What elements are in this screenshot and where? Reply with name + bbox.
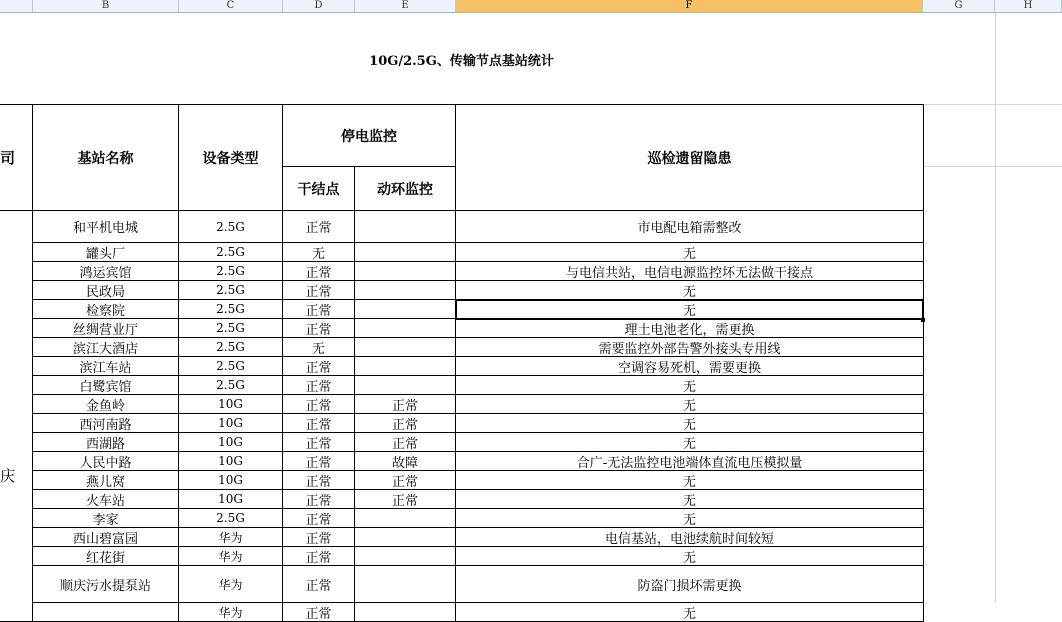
column-header-col-e[interactable]: E — [355, 0, 456, 12]
env-monitoring-cell[interactable] — [355, 509, 456, 528]
station-name-cell[interactable]: 滨江大酒店 — [33, 338, 179, 357]
dry-contact-cell[interactable]: 正常 — [283, 471, 355, 490]
station-name-cell[interactable]: 西湖路 — [33, 433, 179, 452]
dry-contact-cell[interactable]: 正常 — [283, 490, 355, 509]
region-partial[interactable]: 庆 — [0, 467, 16, 485]
station-name-cell[interactable]: 李家 — [33, 509, 179, 528]
column-header-col-c[interactable]: C — [179, 0, 283, 12]
station-name-cell[interactable]: 白鹭宾馆 — [33, 376, 179, 395]
column-header-col-a[interactable] — [0, 0, 33, 12]
gridline — [923, 104, 1062, 105]
station-name-cell[interactable]: 西山碧富园 — [33, 528, 179, 547]
hazard-cell[interactable]: 与电信共站，电信电源监控坏无法做干接点 — [456, 262, 924, 281]
dry-contact-cell[interactable]: 正常 — [283, 376, 355, 395]
env-monitoring-cell[interactable] — [355, 338, 456, 357]
env-monitoring-cell[interactable] — [355, 243, 456, 262]
station-name-cell[interactable]: 火车站 — [33, 490, 179, 509]
dry-contact-cell[interactable]: 正常 — [283, 319, 355, 338]
column-header-col-h[interactable]: H — [995, 0, 1062, 12]
hazard-cell[interactable]: 无 — [456, 471, 924, 490]
device-type-cell[interactable]: 10G — [179, 433, 283, 452]
station-name-cell[interactable]: 丝绸营业厅 — [33, 319, 179, 338]
device-type-cell[interactable]: 2.5G — [179, 243, 283, 262]
dry-contact-cell[interactable]: 无 — [283, 338, 355, 357]
device-type-cell[interactable]: 2.5G — [179, 338, 283, 357]
hazard-cell[interactable]: 防盗门损坏需更换 — [456, 566, 924, 603]
dry-contact-cell[interactable]: 正常 — [283, 452, 355, 471]
header-company-cell[interactable] — [0, 104, 33, 211]
station-name-cell[interactable]: 西河南路 — [33, 414, 179, 433]
env-monitoring-cell[interactable] — [355, 211, 456, 243]
header-env-monitoring[interactable]: 动环监控 — [355, 167, 456, 211]
dry-contact-cell[interactable]: 正常 — [283, 547, 355, 566]
column-header-col-f[interactable]: F — [456, 0, 923, 12]
device-type-cell[interactable]: 华为 — [179, 528, 283, 547]
hazard-cell[interactable]: 市电配电箱需整改 — [456, 211, 924, 243]
hazard-cell[interactable]: 无 — [456, 603, 924, 622]
station-name-cell[interactable]: 和平机电城 — [33, 211, 179, 243]
device-type-cell[interactable]: 2.5G — [179, 300, 283, 319]
device-type-cell[interactable]: 华为 — [179, 566, 283, 603]
column-header-col-d[interactable]: D — [283, 0, 355, 12]
dry-contact-cell[interactable]: 正常 — [283, 357, 355, 376]
sheet-title[interactable]: 10G/2.5G、传输节点基站统计 — [369, 54, 554, 69]
device-type-cell[interactable]: 10G — [179, 395, 283, 414]
dry-contact-cell[interactable]: 正常 — [283, 414, 355, 433]
hazard-cell[interactable]: 电信基站，电池续航时间较短 — [456, 528, 924, 547]
dry-contact-cell[interactable]: 正常 — [283, 433, 355, 452]
env-monitoring-cell[interactable] — [355, 566, 456, 603]
region-merged-cell[interactable] — [0, 211, 33, 622]
hazard-cell[interactable]: 无 — [456, 509, 924, 528]
hazard-cell[interactable]: 无 — [456, 281, 924, 300]
device-type-cell[interactable]: 华为 — [179, 603, 283, 622]
header-dry-contact[interactable]: 干结点 — [283, 167, 355, 211]
device-type-cell[interactable]: 10G — [179, 490, 283, 509]
env-monitoring-cell[interactable] — [355, 262, 456, 281]
hazard-cell[interactable]: 无 — [456, 490, 924, 509]
env-monitoring-cell[interactable] — [355, 319, 456, 338]
device-type-cell[interactable]: 10G — [179, 414, 283, 433]
hazard-cell[interactable]: 无 — [456, 547, 924, 566]
hazard-cell[interactable]: 无 — [456, 300, 924, 319]
dry-contact-cell[interactable]: 无 — [283, 243, 355, 262]
header-station-name[interactable]: 基站名称 — [33, 104, 179, 211]
hazard-cell[interactable]: 理土电池老化，需更换 — [456, 319, 924, 338]
fill-handle[interactable] — [921, 318, 925, 322]
column-header-col-g[interactable]: G — [923, 0, 995, 12]
device-type-cell[interactable]: 华为 — [179, 547, 283, 566]
header-power-monitoring[interactable]: 停电监控 — [283, 104, 456, 167]
dry-contact-cell[interactable]: 正常 — [283, 262, 355, 281]
station-name-cell[interactable]: 滨江车站 — [33, 357, 179, 376]
header-device-type[interactable]: 设备类型 — [179, 104, 283, 211]
hazard-cell[interactable]: 无 — [456, 414, 924, 433]
env-monitoring-cell[interactable]: 故障 — [355, 452, 456, 471]
dry-contact-cell[interactable]: 正常 — [283, 211, 355, 243]
station-name-cell[interactable] — [33, 603, 179, 622]
device-type-cell[interactable]: 2.5G — [179, 509, 283, 528]
env-monitoring-cell[interactable] — [355, 357, 456, 376]
hazard-cell[interactable]: 空调容易死机，需要更换 — [456, 357, 924, 376]
station-name-cell[interactable]: 检察院 — [33, 300, 179, 319]
station-name-cell[interactable]: 金鱼岭 — [33, 395, 179, 414]
dry-contact-cell[interactable]: 正常 — [283, 528, 355, 547]
header-hazards[interactable]: 巡检遗留隐患 — [456, 104, 924, 211]
env-monitoring-cell[interactable] — [355, 528, 456, 547]
env-monitoring-cell[interactable] — [355, 376, 456, 395]
device-type-cell[interactable]: 2.5G — [179, 211, 283, 243]
device-type-cell[interactable]: 2.5G — [179, 262, 283, 281]
station-name-cell[interactable]: 顺庆污水提泵站 — [33, 566, 179, 603]
column-header-col-b[interactable]: B — [33, 0, 179, 12]
env-monitoring-cell[interactable] — [355, 547, 456, 566]
env-monitoring-cell[interactable] — [355, 281, 456, 300]
hazard-cell[interactable]: 无 — [456, 433, 924, 452]
hazard-cell[interactable]: 合广-无法监控电池端体直流电压模拟量 — [456, 452, 924, 471]
hazard-cell[interactable]: 无 — [456, 243, 924, 262]
station-name-cell[interactable]: 罐头厂 — [33, 243, 179, 262]
column-header-bar — [0, 0, 1062, 13]
device-type-cell[interactable]: 10G — [179, 452, 283, 471]
dry-contact-cell[interactable]: 正常 — [283, 395, 355, 414]
station-name-cell[interactable]: 民政局 — [33, 281, 179, 300]
hazard-cell[interactable]: 无 — [456, 376, 924, 395]
dry-contact-cell[interactable]: 正常 — [283, 509, 355, 528]
hazard-cell[interactable]: 需要监控外部告警外接头专用线 — [456, 338, 924, 357]
env-monitoring-cell[interactable]: 正常 — [355, 433, 456, 452]
env-monitoring-cell[interactable]: 正常 — [355, 490, 456, 509]
env-monitoring-cell[interactable]: 正常 — [355, 471, 456, 490]
env-monitoring-cell[interactable] — [355, 300, 456, 319]
device-type-cell[interactable]: 2.5G — [179, 376, 283, 395]
station-name-cell[interactable]: 人民中路 — [33, 452, 179, 471]
env-monitoring-cell[interactable]: 正常 — [355, 395, 456, 414]
device-type-cell[interactable]: 2.5G — [179, 281, 283, 300]
dry-contact-cell[interactable]: 正常 — [283, 566, 355, 603]
device-type-cell[interactable]: 2.5G — [179, 357, 283, 376]
device-type-cell[interactable]: 10G — [179, 471, 283, 490]
dry-contact-cell[interactable]: 正常 — [283, 603, 355, 622]
hazard-cell[interactable]: 无 — [456, 395, 924, 414]
device-type-cell[interactable]: 2.5G — [179, 319, 283, 338]
station-name-cell[interactable]: 鸿运宾馆 — [33, 262, 179, 281]
station-name-cell[interactable]: 红花街 — [33, 547, 179, 566]
env-monitoring-cell[interactable]: 正常 — [355, 414, 456, 433]
gridline — [995, 13, 996, 602]
env-monitoring-cell[interactable] — [355, 603, 456, 622]
dry-contact-cell[interactable]: 正常 — [283, 281, 355, 300]
station-name-cell[interactable]: 燕儿窝 — [33, 471, 179, 490]
gridline — [923, 166, 1062, 167]
dry-contact-cell[interactable]: 正常 — [283, 300, 355, 319]
company-header-partial[interactable]: 司 — [0, 149, 16, 167]
